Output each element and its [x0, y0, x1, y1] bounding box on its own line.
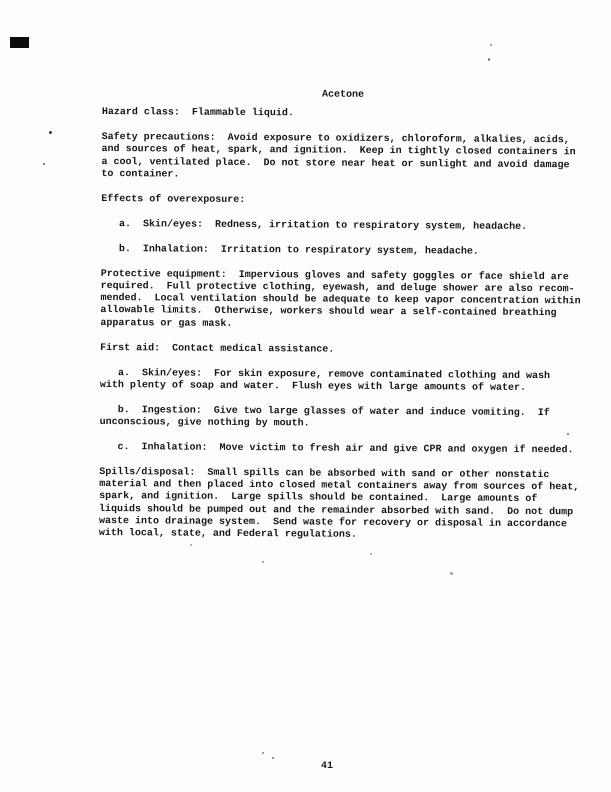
page-number: 41	[321, 761, 334, 772]
text-line: material and then placed into closed metal containers away from sources of heat,	[99, 479, 580, 494]
text-line: c. Inhalation: Move victim to fresh air and give CPR and oxygen if needed.	[99, 442, 574, 457]
text-line: b. Ingestion: Give two large glasses of water and induce vomiting. If	[99, 404, 550, 419]
scan-speck	[49, 131, 52, 134]
paragraph-protective-equipment	[100, 269, 592, 333]
text-line: apparatus or gas mask.	[100, 317, 233, 330]
text-line: waste into drainage system. Send waste for recovery or disposal in accordance	[98, 515, 568, 531]
paragraph-first-aid	[100, 343, 592, 359]
scan-speck	[450, 572, 453, 575]
text-line: spark, and ignition. Large spills should be contained. Large amounts of	[99, 491, 538, 506]
page-title: Acetone	[321, 89, 365, 101]
text-line: with local, state, and Federal regulations.	[98, 528, 357, 541]
scan-speck	[370, 553, 372, 555]
paragraph-effects-item-b	[101, 244, 593, 260]
scan-speck	[488, 58, 490, 61]
scan-speck	[43, 163, 45, 165]
scan-speck	[272, 757, 274, 759]
text-line: b. Inhalation: Irritation to respiratory system, headache.	[100, 243, 479, 258]
document-body	[99, 88, 594, 544]
scan-artifact-mark	[10, 37, 29, 48]
paragraph-effects-item-a	[101, 219, 593, 235]
text-line: to container.	[101, 168, 180, 181]
text-line: required. Full protective clothing, eyewash, and deluge shower are also recom-	[100, 281, 575, 296]
text-line: unconscious, give nothing by mouth.	[99, 417, 310, 430]
paragraph-first-aid-item-c	[99, 442, 591, 458]
text-line: Effects of overexposure:	[101, 193, 246, 206]
text-line: and sources of heat, spark, and ignition. Keep in tightly closed containers in	[101, 144, 576, 159]
scan-speck	[262, 561, 264, 563]
text-line: a. Skin/eyes: Redness, irritation to respiratory system, headache.	[101, 218, 528, 233]
scan-speck	[262, 752, 264, 754]
text-line: a. Skin/eyes: For skin exposure, remove contaminated clothing and wash	[99, 367, 551, 382]
text-line: with plenty of soap and water. Flush eyes with large amounts of water.	[99, 379, 527, 394]
paragraph-safety-precautions	[101, 132, 593, 184]
scan-speck	[190, 544, 192, 546]
text-line: Protective equipment: Impervious gloves and safety goggles or face shield are	[100, 268, 569, 284]
text-line: Hazard class: Flammable liquid.	[101, 107, 294, 120]
text-line: Safety precautions: Avoid exposure to oxidizers, chloroform, alkalies, acids,	[101, 132, 570, 147]
text-line: liquids should be pumped out and the remainder absorbed with sand. Do not dump	[99, 503, 574, 518]
paragraph-effects-heading	[101, 194, 593, 210]
text-line: a cool, ventilated place. Do not store near heat or sunlight and avoid damage	[101, 156, 570, 171]
text-line: First aid: Contact medical assistance.	[100, 342, 335, 356]
text-line: mended. Local ventilation should be adequate to keep vapor concentration within	[100, 293, 581, 308]
text-line: allowable limits. Otherwise, workers should wear a self-contained breathing	[100, 305, 557, 320]
paragraph-hazard-class	[102, 107, 594, 123]
paragraph-first-aid-item-b	[100, 405, 592, 433]
text-line: Spills/disposal: Small spills can be absorbed with sand or other nonstatic	[99, 467, 550, 482]
paragraph-first-aid-item-a	[100, 368, 592, 396]
scan-speck	[490, 44, 492, 46]
paragraph-spills-disposal	[99, 467, 591, 544]
